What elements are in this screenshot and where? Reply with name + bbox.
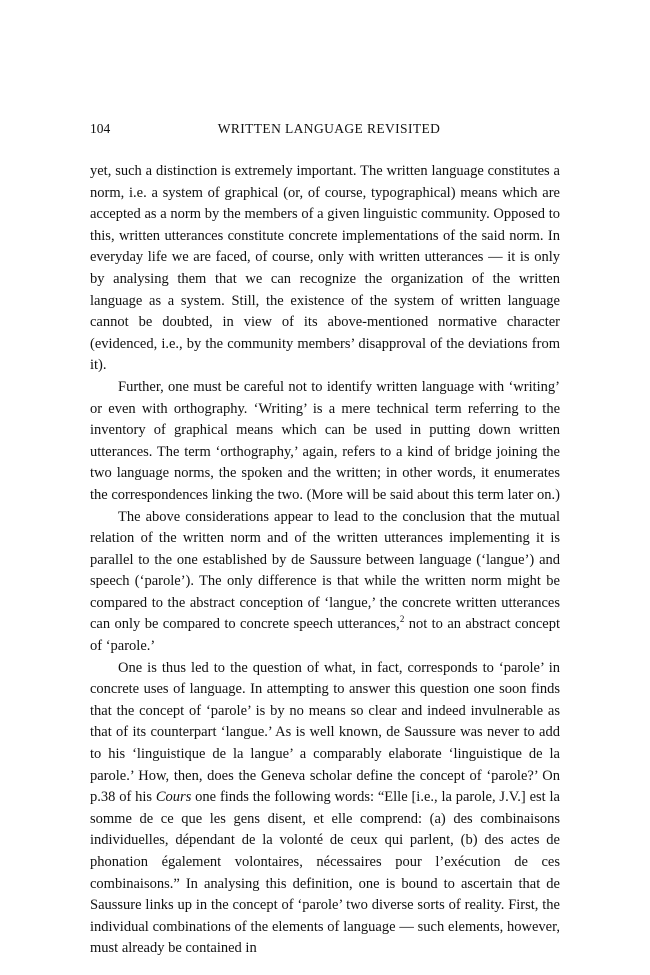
book-title-cours: Cours bbox=[155, 789, 192, 806]
running-title: WRITTEN LANGUAGE REVISITED bbox=[217, 121, 441, 136]
paragraph-3 bbox=[90, 507, 560, 658]
paragraph-4-text-end: one finds the following words: “Elle [i.e., la parole, J.V.] est la somme de ce que les gens disent, et elle comprend: (a) des combinaisons individuelles, dépendant de la volonté de ceux qui parlent, (b) des actes de phonation également volontaires, nécessaires pour l’exécution de ces combinaisons.” In analysing this definition, one is bound to ascertain that de Saussure links up in the concept of ‘parole’ two diverse sorts of reality. First, the individual combinations of the elements of language — such elements, however, must already be contained in bbox=[90, 789, 560, 957]
paragraph-4-text: One is thus led to the question of what, in fact, corresponds to ‘parole’ in concrete uses of language. In attempting to answer this question one soon finds that the concept of ‘parole’ is by no means so clear and indeed invulnerable as that of its counterpart ‘langue.’ As is well known, de Saussure was never to add to his ‘linguistique de la langue’ a comparably elaborate ‘linguistique de la parole.’ How, then, does the Geneva scholar define the concept of ‘parole?’ On p.38 of his bbox=[90, 659, 560, 806]
paragraph-2: Further, one must be careful not to identify written language with ‘writing’ or even with orthography. ‘Writing’ is a mere technical term referring to the inventory of graphical means which can be used in putting down written utterances. The term ‘orthography,’ again, refers to a kind of bridge joining the two language norms, the spoken and the written; in other words, it enumerates the correspondences linking the two. (More will be said about this term later on.) bbox=[90, 378, 560, 503]
page-number: 104 bbox=[90, 121, 111, 136]
paragraph-4 bbox=[90, 658, 560, 960]
running-head bbox=[90, 118, 560, 140]
paragraph-3-text: The above considerations appear to lead to the conclusion that the mutual relation of the written norm and of the written utterances implementing it is parallel to the one established by de Saussure between language (‘langue’) and speech (‘parole’). The only difference is that while the written norm might be compared to the abstract conception of ‘langue,’ the concrete written utterances can only be compared to concrete speech utterances, bbox=[90, 508, 560, 633]
footnote-marker: 2 bbox=[399, 614, 405, 625]
paragraph-1: yet, such a distinction is extremely important. The written language constitutes a norm, i.e. a system of graphical (or, of course, typographical) means which are accepted as a norm by the members of a given linguistic community. Opposed to this, written utterances constitute concrete implementations of the said norm. In everyday life we are faced, of course, only with written utterances — it is only by analysing them that we can recognize the organization of the written language as a system. Still, the existence of the system of written language cannot be doubted, in view of its above-mentioned normative character (evidenced, i.e., by the community members’ disapproval of the deviations from it). bbox=[90, 163, 560, 374]
book-page bbox=[90, 118, 560, 960]
paragraph-3-text-end: not to an abstract concept of ‘parole.’ bbox=[90, 616, 560, 655]
